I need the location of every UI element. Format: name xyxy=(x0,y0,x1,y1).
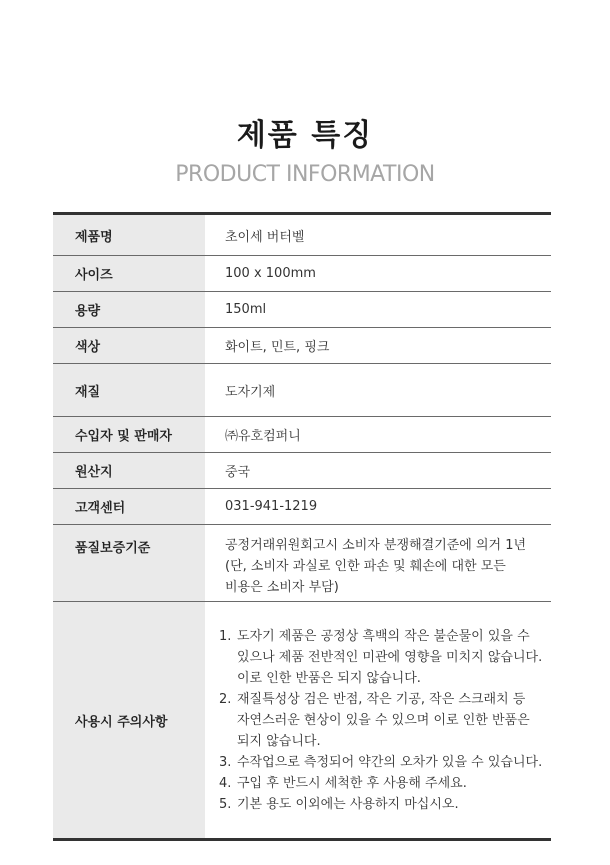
row-label: 색상 xyxy=(53,328,205,363)
row-label: 고객센터 xyxy=(53,489,205,524)
caution-text: 수작업으로 측정되어 약간의 오차가 있을 수 있습니다. xyxy=(237,754,543,770)
row-label: 원산지 xyxy=(53,453,205,488)
row-importer xyxy=(53,417,551,453)
row-quality-standard xyxy=(53,525,551,602)
row-value: 화이트, 민트, 핑크 xyxy=(225,340,330,355)
row-value: 초이세 버터벨 xyxy=(225,229,305,245)
quality-line: 공정거래위원회고시 소비자 분쟁해결기준에 의거 1년 xyxy=(225,538,527,553)
caution-number: 4. xyxy=(219,775,232,791)
row-value: 도자기제 xyxy=(225,384,276,400)
page-subtitle: PRODUCT INFORMATION xyxy=(175,162,435,187)
row-label: 사용시 주의사항 xyxy=(53,602,205,838)
caution-list xyxy=(205,602,551,838)
caution-item xyxy=(219,773,467,794)
product-info-table xyxy=(53,212,551,841)
caution-text: 재질특성상 검은 반점, 작은 기공, 작은 스크래치 등 xyxy=(237,691,526,707)
caution-item xyxy=(219,794,459,815)
row-value: 중국 xyxy=(225,465,251,480)
caution-number: 2. xyxy=(219,691,232,707)
row-material xyxy=(53,364,551,417)
caution-item xyxy=(219,752,542,773)
caution-text: 구입 후 반드시 세척한 후 사용해 주세요. xyxy=(237,775,467,791)
caution-number: 3. xyxy=(219,754,232,770)
caution-item xyxy=(219,689,530,752)
row-caution xyxy=(53,602,551,838)
row-label: 용량 xyxy=(53,292,205,327)
row-label: 재질 xyxy=(53,364,205,416)
row-size xyxy=(53,256,551,292)
row-origin xyxy=(53,453,551,489)
row-capacity xyxy=(53,292,551,328)
row-value: ㈜유호컴퍼니 xyxy=(225,429,301,444)
caution-text: 있으나 제품 전반적인 미관에 영향을 미치지 않습니다. xyxy=(237,649,543,665)
row-value: 150ml xyxy=(225,302,267,317)
row-label: 제품명 xyxy=(53,215,205,255)
page-title: 제품 특징 xyxy=(236,118,374,153)
row-value: 100 x 100mm xyxy=(225,266,316,281)
row-product-name xyxy=(53,215,551,256)
row-value xyxy=(205,525,551,601)
caution-number: 1. xyxy=(219,628,232,644)
caution-text: 도자기 제품은 공정상 흑백의 작은 불순물이 있을 수 xyxy=(237,628,530,644)
quality-line: 비용은 소비자 부담) xyxy=(225,580,339,595)
row-customer-center xyxy=(53,489,551,525)
row-value: 031-941-1219 xyxy=(225,499,318,514)
caution-text: 자연스러운 현상이 있을 수 있으며 이로 인한 반품은 xyxy=(237,712,530,728)
caution-number: 5. xyxy=(219,796,232,812)
caution-text: 기본 용도 이외에는 사용하지 마십시오. xyxy=(237,796,459,812)
row-label: 사이즈 xyxy=(53,256,205,291)
caution-item xyxy=(219,626,542,689)
caution-text: 되지 않습니다. xyxy=(237,733,321,749)
row-label: 수입자 및 판매자 xyxy=(53,417,205,452)
row-color xyxy=(53,328,551,364)
row-label: 품질보증기준 xyxy=(53,525,205,601)
caution-text: 이로 인한 반품은 되지 않습니다. xyxy=(237,670,421,686)
quality-line: (단, 소비자 과실로 인한 파손 및 훼손에 대한 모든 xyxy=(225,559,506,574)
